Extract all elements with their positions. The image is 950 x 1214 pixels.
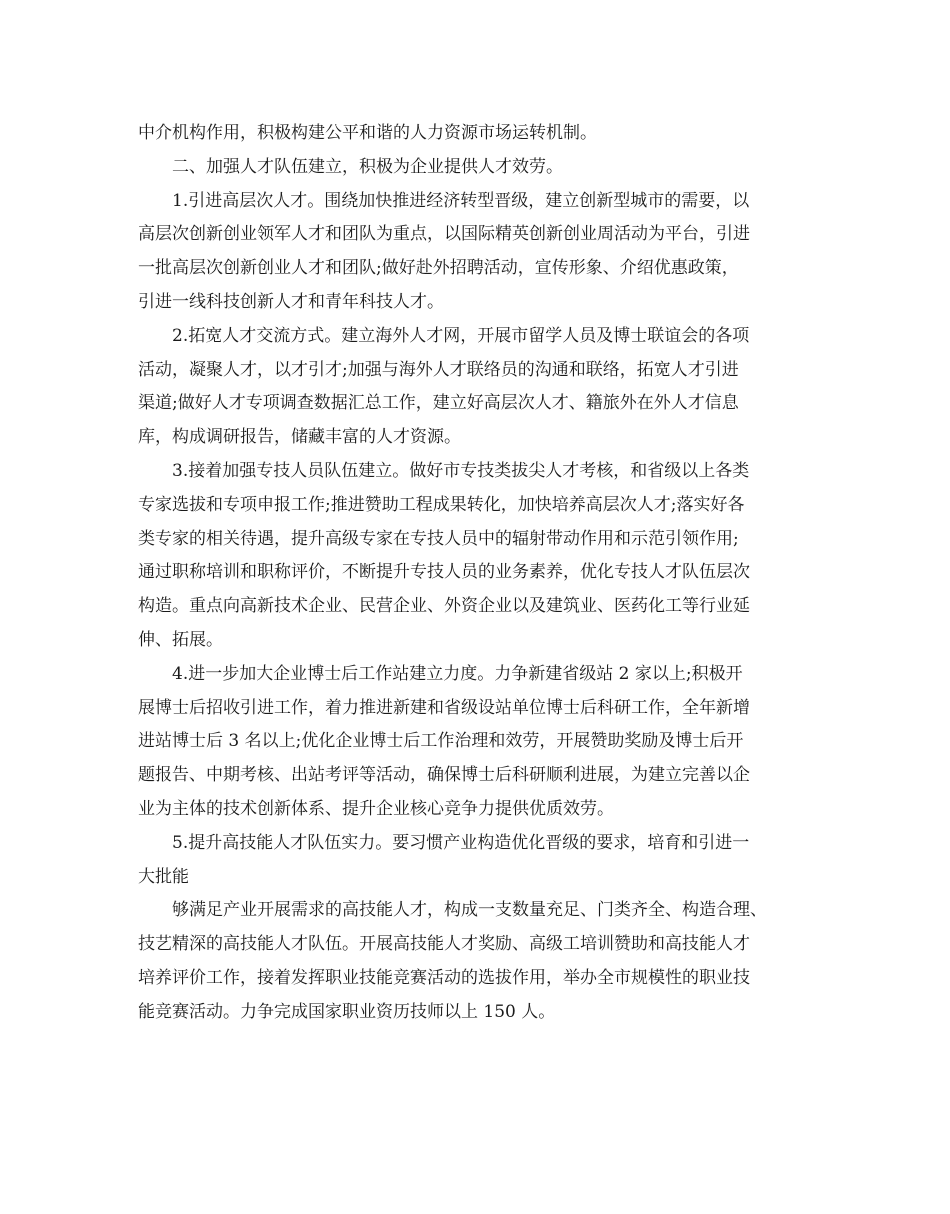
text-line: 进站博士后 3 名以上;优化企业博士后工作治理和效劳，开展赞助奖励及博士后开 — [138, 731, 744, 752]
text-line: 2.拓宽人才交流方式。建立海外人才网，开展市留学人员及博士联谊会的各项 — [172, 325, 750, 346]
text-line: 大批能 — [138, 866, 189, 887]
text-line: 3.接着加强专技人员队伍建立。做好市专技类拔尖人才考核，和省级以上各类 — [172, 460, 750, 481]
text-line: 伸、拓展。 — [138, 629, 223, 650]
document-page — [138, 117, 818, 1030]
text-line: 5.提升高技能人才队伍实力。要习惯产业构造优化晋级的要求，培育和引进一 — [172, 832, 750, 853]
text-line: 一批高层次创新创业人才和团队;做好赴外招聘活动，宣传形象、介绍优惠政策， — [138, 258, 739, 279]
text-line: 活动，凝聚人才，以才引才;加强与海外人才联络员的沟通和联络，拓宽人才引进 — [138, 359, 739, 380]
text-line: 业为主体的技术创新体系、提升企业核心竞争力提供优质效劳。 — [138, 798, 614, 819]
text-line: 高层次创新创业领军人才和团队为重点，以国际精英创新创业周活动为平台，引进 — [138, 224, 750, 245]
text-line: 引进一线科技创新人才和青年科技人才。 — [138, 291, 444, 312]
text-line: 够满足产业开展需求的高技能人才，构成一支数量充足、门类齐全、构造合理、 — [172, 900, 767, 921]
text-line: 渠道;做好人才专项调查数据汇总工作，建立好高层次人才、籍旅外在外人才信息 — [138, 393, 739, 414]
text-line: 能竞赛活动。力争完成国家职业资历技师以上 150 人。 — [138, 1001, 556, 1022]
text-line: 展博士后招收引进工作，着力推进新建和省级设站单位博士后科研工作，全年新增 — [138, 697, 750, 718]
text-line: 培养评价工作，接着发挥职业技能竞赛活动的选拔作用，举办全市规模性的职业技 — [138, 967, 750, 988]
text-line: 专家选拔和专项申报工作;推进赞助工程成果转化，加快培养高层次人才;落实好各 — [138, 494, 745, 515]
text-line: 题报告、中期考核、出站考评等活动，确保博士后科研顺利进展，为建立完善以企 — [138, 765, 750, 786]
text-line: 技艺精深的高技能人才队伍。开展高技能人才奖励、高级工培训赞助和高技能人才 — [138, 934, 750, 955]
text-line: 1.引进高层次人才。围绕加快推进经济转型晋级，建立创新型城市的需要，以 — [172, 190, 750, 211]
text-line: 库，构成调研报告，储藏丰富的人才资源。 — [138, 427, 461, 448]
text-line: 构造。重点向高新技术企业、民营企业、外资企业以及建筑业、医药化工等行业延 — [138, 596, 750, 617]
text-line: 通过职称培训和职称评价，不断提升专技人员的业务素养，优化专技人才队伍层次 — [138, 562, 750, 583]
text-line: 4.进一步加大企业博士后工作站建立力度。力争新建省级站 2 家以上;积极开 — [172, 663, 743, 684]
text-line: 类专家的相关待遇，提升高级专家在专技人员中的辐射带动作用和示范引领作用; — [138, 528, 739, 549]
text-line: 中介机构作用，积极构建公平和谐的人力资源市场运转机制。 — [138, 123, 597, 143]
text-line: 二、加强人才队伍建立，积极为企业提供人才效劳。 — [172, 156, 563, 177]
